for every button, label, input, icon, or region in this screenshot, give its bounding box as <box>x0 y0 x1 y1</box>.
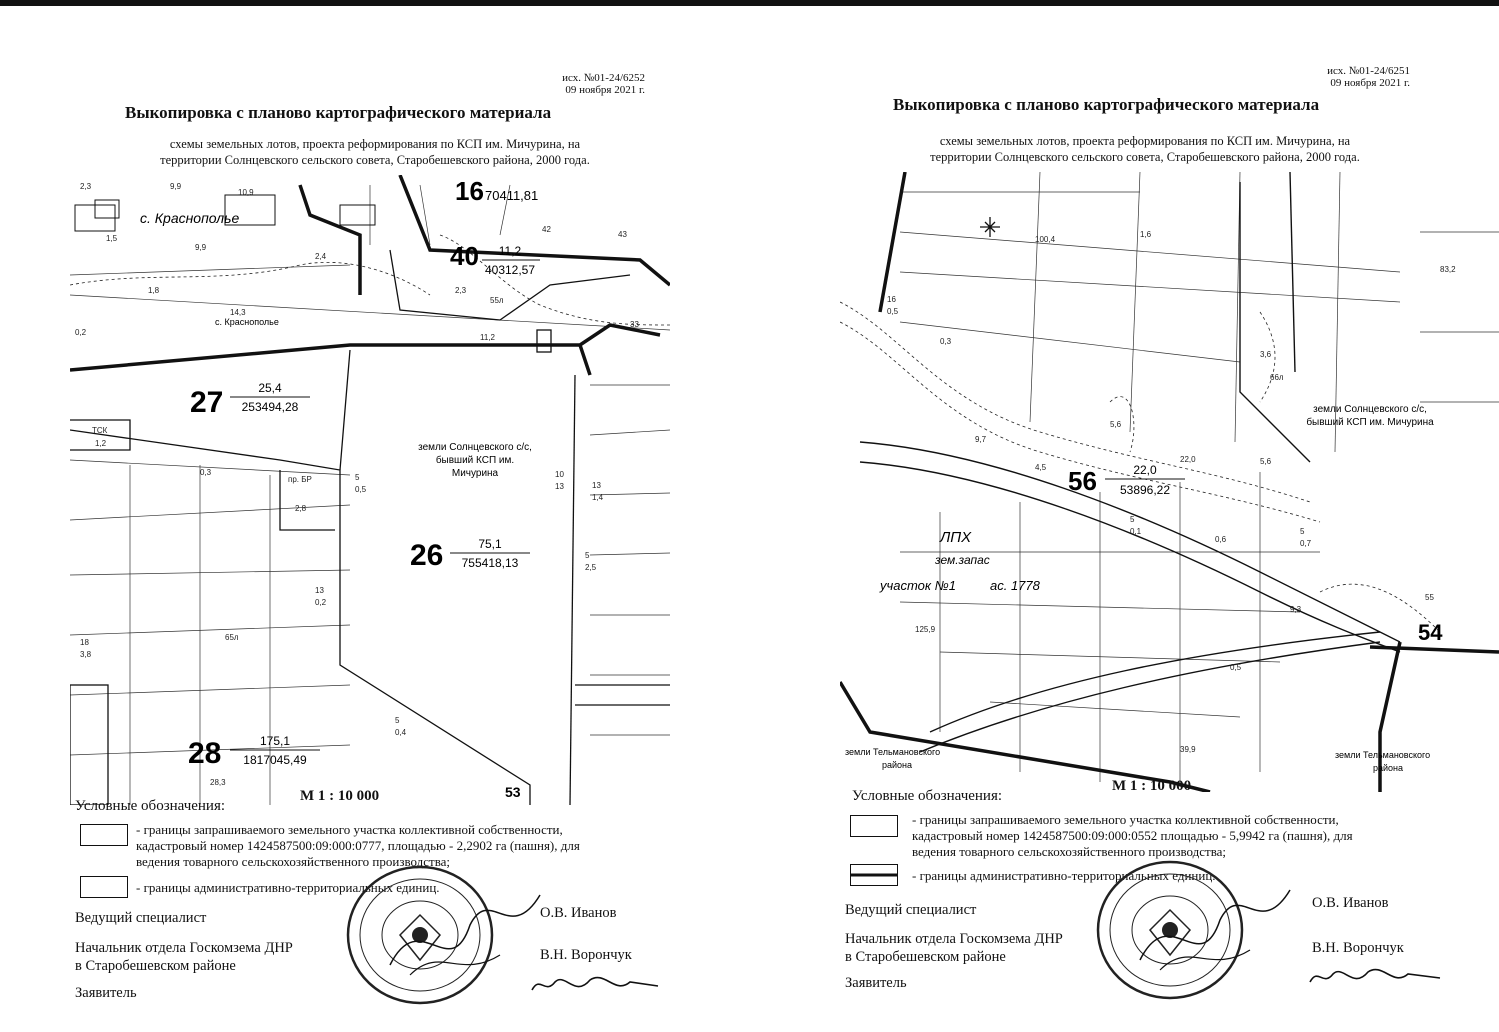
minor-label: 10,9 <box>238 188 254 197</box>
minor-label: 9,3 <box>1290 605 1302 614</box>
subtitle-line-2: территории Солнцевского сельского совета, Старобешевского района, 2000 года. <box>930 150 1360 164</box>
minor-label: 5 <box>585 551 590 560</box>
minor-label: 28,3 <box>210 778 226 787</box>
name-lead-specialist: О.В. Иванов <box>1312 895 1389 911</box>
admin-boundaries <box>840 172 1499 792</box>
name-department-head: В.Н. Ворончук <box>1312 940 1404 956</box>
minor-label: 16 <box>887 295 896 304</box>
minor-label: 0,6 <box>1215 535 1227 544</box>
subtitle-line-1: схемы земельных лотов, проекта реформирования по КСП им. Мичурина, на <box>169 137 581 151</box>
tel-lands-left-line-1: земли Тельмановского <box>845 747 941 757</box>
applicant-signature <box>1308 962 1443 992</box>
minor-label: пр. БР <box>288 475 312 484</box>
document-title: Выкопировка с планово картографического материала <box>125 103 552 122</box>
minor-label: 66л <box>1270 373 1284 382</box>
lot-26-top: 75,1 <box>478 537 502 551</box>
document-right <box>760 0 1499 1032</box>
parcel-grid <box>70 185 670 805</box>
minor-label: 0,1 <box>1130 527 1142 536</box>
minor-label: ТСК <box>92 426 108 435</box>
role-applicant: Заявитель <box>845 975 907 991</box>
handwritten-note-4: ас. 1778 <box>990 578 1040 593</box>
name-lead-specialist: О.В. Иванов <box>540 905 617 921</box>
lot-54-number: 54 <box>1418 620 1443 645</box>
legend-heading: Условные обозначения: <box>75 798 226 814</box>
role-department-head-line-1: Начальник отдела Госкомзема ДНР <box>845 931 1063 947</box>
minor-label: 65л <box>225 633 239 642</box>
legend-symbol-lot <box>80 824 128 846</box>
minor-label: 0,3 <box>940 337 952 346</box>
legend-symbol-lot <box>850 815 898 837</box>
minor-label: 18 <box>80 638 89 647</box>
handwritten-signatures <box>380 885 550 995</box>
lot-27-top: 25,4 <box>258 381 282 395</box>
handwritten-note-3: участок №1 <box>880 578 956 593</box>
lot-26-number: 26 <box>410 539 444 572</box>
lands-label-line-1: земли Солнцевского с/с, <box>1313 404 1427 415</box>
tel-lands-right-line-2: района <box>1373 763 1404 773</box>
lot-28-number: 28 <box>188 737 222 770</box>
lot-40-bottom: 40312,57 <box>484 263 536 277</box>
subtitle-line-2: территории Солнцевского сельского совета, Старобешевского района, 2000 года. <box>160 153 590 167</box>
minor-label: 33 <box>630 320 639 329</box>
minor-label: 22,0 <box>1180 455 1196 464</box>
minor-label: 43 <box>618 230 627 239</box>
role-department-head-line-2: в Старобешевском районе <box>845 949 1006 965</box>
lot-53-number: 53 <box>505 784 521 800</box>
minor-label: 10 <box>555 470 564 479</box>
ravines <box>70 235 670 325</box>
lot-56-number: 56 <box>1068 466 1097 496</box>
tel-lands-left-line-2: района <box>882 760 913 770</box>
minor-label: 2,5 <box>585 563 597 572</box>
legend-lot-line-3: ведения товарного сельскохозяйственного производства; <box>136 854 451 869</box>
document-left <box>0 0 740 1032</box>
reference-date: 09 ноября 2021 г. <box>1330 77 1410 89</box>
map-minor-labels <box>75 182 639 787</box>
handwritten-note-1: ЛПХ <box>940 529 972 546</box>
minor-label: 3,8 <box>80 650 92 659</box>
minor-label: 125,9 <box>915 625 936 634</box>
minor-label: 5 <box>1300 527 1305 536</box>
legend-lot-line-2: кадастровый номер 1424587500:09:000:0777, площадью - 2,2902 га (пашня), для <box>136 838 580 853</box>
minor-label: 1,5 <box>106 234 118 243</box>
minor-label: 9,9 <box>195 243 207 252</box>
legend-lot-line-1: - границы запрашиваемого земельного участка коллективной собственности, <box>136 822 563 837</box>
legend-symbol-admin <box>80 876 128 898</box>
minor-label: 42 <box>542 225 551 234</box>
legend-text-admin: - границы административно-территориальных единиц. <box>912 868 1216 883</box>
minor-label: 13 <box>555 482 564 491</box>
minor-label: 5,6 <box>1110 420 1122 429</box>
minor-label: 0,5 <box>887 307 899 316</box>
parcel-grid <box>900 172 1499 787</box>
minor-label: 3,6 <box>1260 350 1272 359</box>
minor-label: 55 <box>1425 593 1434 602</box>
minor-label: 0,2 <box>315 598 327 607</box>
minor-label: 2,3 <box>455 286 467 295</box>
lot-26-bottom: 755418,13 <box>461 556 519 570</box>
document-subtitle <box>95 136 655 168</box>
reference-number: исх. №01-24/6252 <box>562 72 645 84</box>
role-department-head-line-2: в Старобешевском районе <box>75 958 236 974</box>
minor-label: 13 <box>592 481 601 490</box>
lot-27-bottom: 253494,28 <box>241 400 299 414</box>
minor-label: 5 <box>395 716 400 725</box>
lands-label-line-3: Мичурина <box>451 468 499 479</box>
legend-symbol-admin <box>850 864 898 886</box>
minor-label: 83,2 <box>1440 265 1456 274</box>
minor-label: 55л <box>490 296 504 305</box>
minor-label: 5 <box>355 473 360 482</box>
document-subtitle <box>865 133 1425 165</box>
lot-boundaries <box>70 250 670 805</box>
minor-label: 0,2 <box>75 328 87 337</box>
lot-56-top: 22,0 <box>1133 463 1157 477</box>
lot-16-area: 70411,81 <box>485 188 539 203</box>
lands-label-line-2: бывший КСП им. <box>435 455 515 466</box>
minor-label: 2,3 <box>80 182 92 191</box>
legend-lot-line-1: - границы запрашиваемого земельного участка коллективной собственности, <box>912 812 1339 827</box>
minor-label: 4,5 <box>1035 463 1047 472</box>
minor-label: 1,2 <box>95 439 107 448</box>
lot-16-number: 16 <box>455 176 484 206</box>
role-lead-specialist: Ведущий специалист <box>845 902 977 918</box>
minor-label: 5,6 <box>1260 457 1272 466</box>
reference-block <box>480 72 645 96</box>
minor-label: 0,7 <box>1300 539 1312 548</box>
legend-lot-line-2: кадастровый номер 1424587500:09:000:0552 площадью - 5,9942 га (пашня), для <box>912 828 1353 843</box>
name-department-head: В.Н. Ворончук <box>540 947 632 963</box>
reference-block <box>1245 65 1410 89</box>
reference-date: 09 ноября 2021 г. <box>565 84 645 96</box>
document-title: Выкопировка с планово картографического материала <box>893 95 1320 114</box>
minor-label: 14,3 <box>230 308 246 317</box>
minor-label: 5 <box>1130 515 1135 524</box>
minor-label: 0,5 <box>1230 663 1242 672</box>
reference-number: исх. №01-24/6251 <box>1327 65 1410 77</box>
survey-marks <box>980 217 1000 237</box>
minor-label: 2,4 <box>315 252 327 261</box>
minor-label: 1,6 <box>1140 230 1152 239</box>
lot-27-number: 27 <box>190 386 224 419</box>
lot-28-bottom: 1817045,49 <box>243 753 307 767</box>
minor-label: 9,9 <box>170 182 182 191</box>
legend-lot-line-3: ведения товарного сельскохозяйственного производства; <box>912 844 1227 859</box>
lot-40-number: 40 <box>450 241 479 271</box>
handwritten-note-2: зем.запас <box>935 553 990 567</box>
minor-label: 0,4 <box>395 728 407 737</box>
lands-label-line-1: земли Солнцевского с/с, <box>418 442 532 453</box>
minor-label: 9,7 <box>975 435 987 444</box>
map-scale: М 1 : 10 000 <box>1112 778 1192 794</box>
minor-label: 2,8 <box>295 504 307 513</box>
role-applicant: Заявитель <box>75 985 137 1001</box>
tel-lands-right-line-1: земли Тельмановского <box>1335 750 1431 760</box>
cadastral-map <box>70 175 670 805</box>
village-label-hand: с. Краснополье <box>140 210 240 226</box>
legend-heading: Условные обозначения: <box>852 788 1003 804</box>
minor-label: 39,9 <box>1180 745 1196 754</box>
minor-label: 1,4 <box>592 493 604 502</box>
applicant-signature <box>530 970 660 1000</box>
minor-label: 11,2 <box>480 333 495 342</box>
role-lead-specialist: Ведущий специалист <box>75 910 207 926</box>
minor-label: 1,8 <box>148 286 160 295</box>
cadastral-map <box>840 172 1499 792</box>
lot-28-top: 175,1 <box>259 734 291 748</box>
minor-label: 0,5 <box>355 485 367 494</box>
handwritten-signatures <box>1130 880 1300 990</box>
legend-text-admin: - границы административно-территориальных единиц. <box>136 880 440 895</box>
lot-boundaries <box>860 172 1400 752</box>
minor-label: 0,3 <box>200 468 212 477</box>
role-department-head-line-1: Начальник отдела Госкомзема ДНР <box>75 940 293 956</box>
minor-label: 13 <box>315 586 324 595</box>
minor-label: 100,4 <box>1035 235 1056 244</box>
lot-40-top: 11,2 <box>498 244 522 258</box>
legend-text-lot <box>912 812 1472 860</box>
lands-label-line-2: бывший КСП им. Мичурина <box>1306 417 1434 428</box>
village-label: с. Краснополье <box>215 317 279 327</box>
map-scale: М 1 : 10 000 <box>300 788 380 804</box>
map-minor-labels <box>887 230 1456 754</box>
lot-56-bottom: 53896,22 <box>1119 483 1171 497</box>
subtitle-line-1: схемы земельных лотов, проекта реформирования по КСП им. Мичурина, на <box>939 134 1351 148</box>
